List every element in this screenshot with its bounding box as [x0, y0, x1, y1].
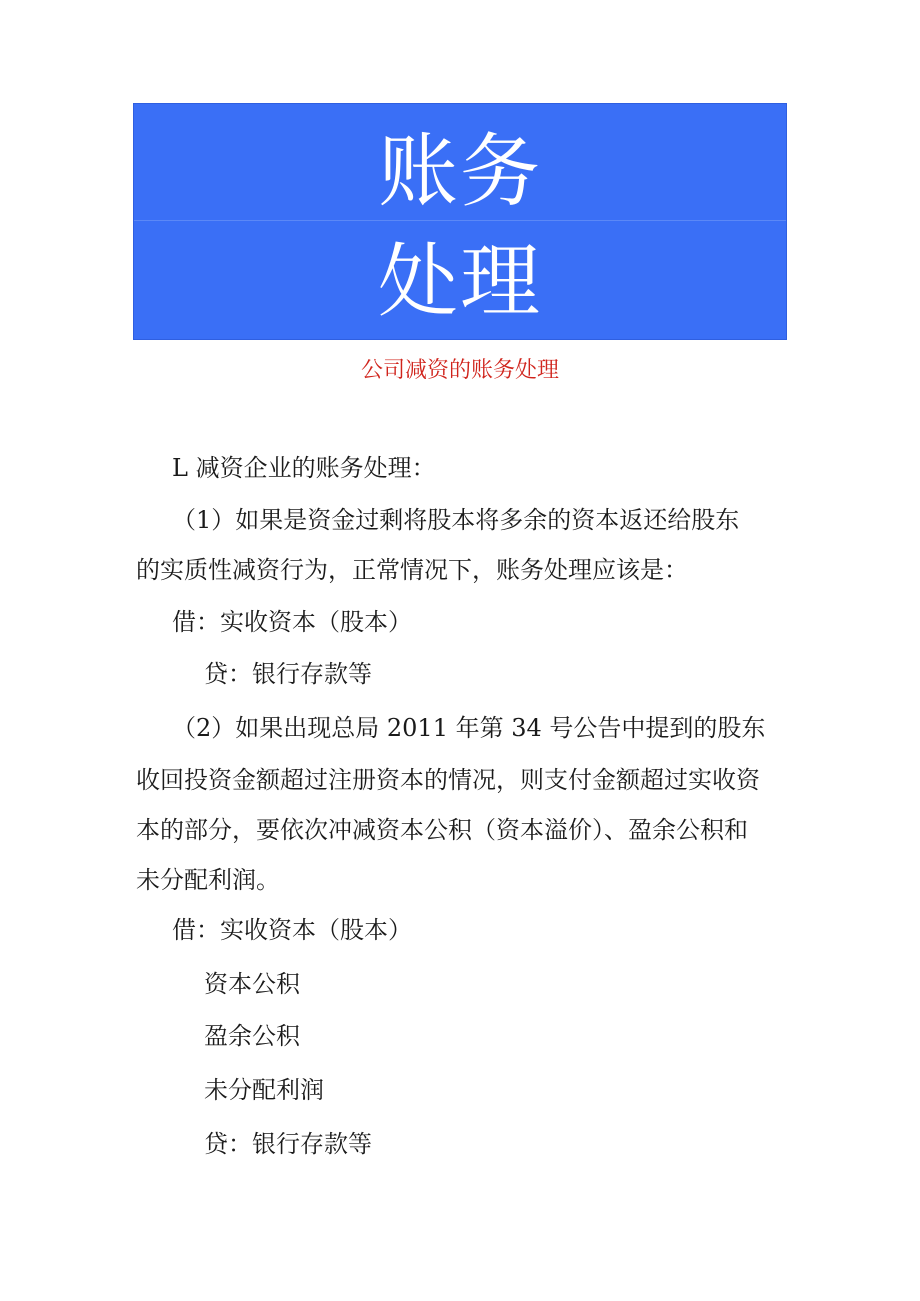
paragraph-2-line-3: 本的部分，要依次冲减资本公积（资本溢价）、盈余公积和 — [136, 816, 748, 844]
journal-entry-1-debit: 借：实收资本（股本） — [172, 608, 412, 636]
banner-title-line-2: 处理 — [378, 235, 542, 328]
banner-title-line-1: 账务 — [378, 125, 542, 218]
paragraph-1-line-1: （1）如果是资金过剩将股本将多余的资本返还给股东 — [172, 506, 740, 534]
journal-entry-2-debit-surplus-reserve: 盈余公积 — [204, 1022, 300, 1050]
paragraph-1-line-2: 的实质性减资行为，正常情况下，账务处理应该是： — [136, 556, 688, 584]
journal-entry-2-debit: 借：实收资本（股本） — [172, 916, 412, 944]
title-banner — [133, 103, 787, 340]
paragraph-2-line-4: 未分配利润。 — [136, 866, 280, 894]
banner-divider — [134, 220, 786, 221]
journal-entry-1-credit: 贷：银行存款等 — [204, 660, 372, 688]
journal-entry-2-debit-capital-reserve: 资本公积 — [204, 970, 300, 998]
paragraph-2-line-2: 收回投资金额超过注册资本的情况，则支付金额超过实收资 — [136, 766, 760, 794]
section-heading: L 减资企业的账务处理： — [172, 454, 436, 482]
journal-entry-2-debit-retained-earnings: 未分配利润 — [204, 1076, 324, 1104]
journal-entry-2-credit: 贷：银行存款等 — [204, 1130, 372, 1158]
paragraph-2-line-1: （2）如果出现总局 2011 年第 34 号公告中提到的股东 — [172, 714, 766, 742]
document-subtitle: 公司减资的账务处理 — [360, 358, 559, 383]
